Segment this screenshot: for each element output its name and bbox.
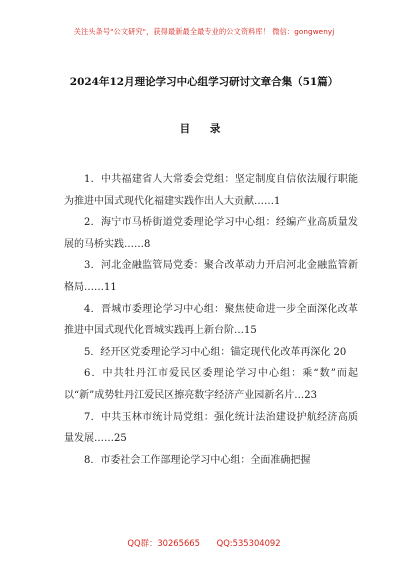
- header-banner: 关注头条号"公文研究"，获得最新最全最专业的公文资料库！ 微信：gongwenyj: [73, 27, 335, 36]
- toc-item[interactable]: 5．经开区党委理论学习中心组：锚定现代化改革再深化 20: [84, 346, 347, 358]
- document-title: 2024年12月理论学习中心组学习研讨文章合集（51篇）: [69, 76, 339, 88]
- toc-item[interactable]: 4．晋城市委理论学习中心组：聚焦使命进一步全面深化改革推进中国式现代化晋城实践再上新台阶…15: [64, 303, 358, 337]
- toc-item[interactable]: 3．河北金融监管局党委：聚合改革动力开启河北金融监管新格局……11: [64, 260, 358, 293]
- toc-item[interactable]: 7．中共玉林市统计局党组：强化统计法治建设护航经济高质量发展……25: [64, 411, 358, 445]
- toc-item[interactable]: 8．市委社会工作部理论学习中心组：全面准确把握: [84, 454, 311, 466]
- toc-item[interactable]: 6．中共牡丹江市爱民区委理论学习中心组：乘“数”而起以“新”成势牡丹江爱民区擦亮数字经济产业园新名片…23: [64, 368, 358, 401]
- footer-qq: QQ:535304092: [216, 538, 281, 548]
- footer-qq-group: QQ群：30265665: [127, 538, 200, 548]
- toc-item[interactable]: 2．海宁市马桥街道党委理论学习中心组：经编产业高质量发展的马桥实践……8: [64, 217, 358, 250]
- footer-contact: [0, 537, 408, 549]
- toc-heading: 目 录: [179, 123, 229, 135]
- toc-item[interactable]: 1．中共福建省人大常委会党组：坚定制度自信依法履行职能为推进中国式现代化福建实践作出人大贡献……1: [64, 174, 358, 207]
- table-of-contents: [64, 169, 358, 471]
